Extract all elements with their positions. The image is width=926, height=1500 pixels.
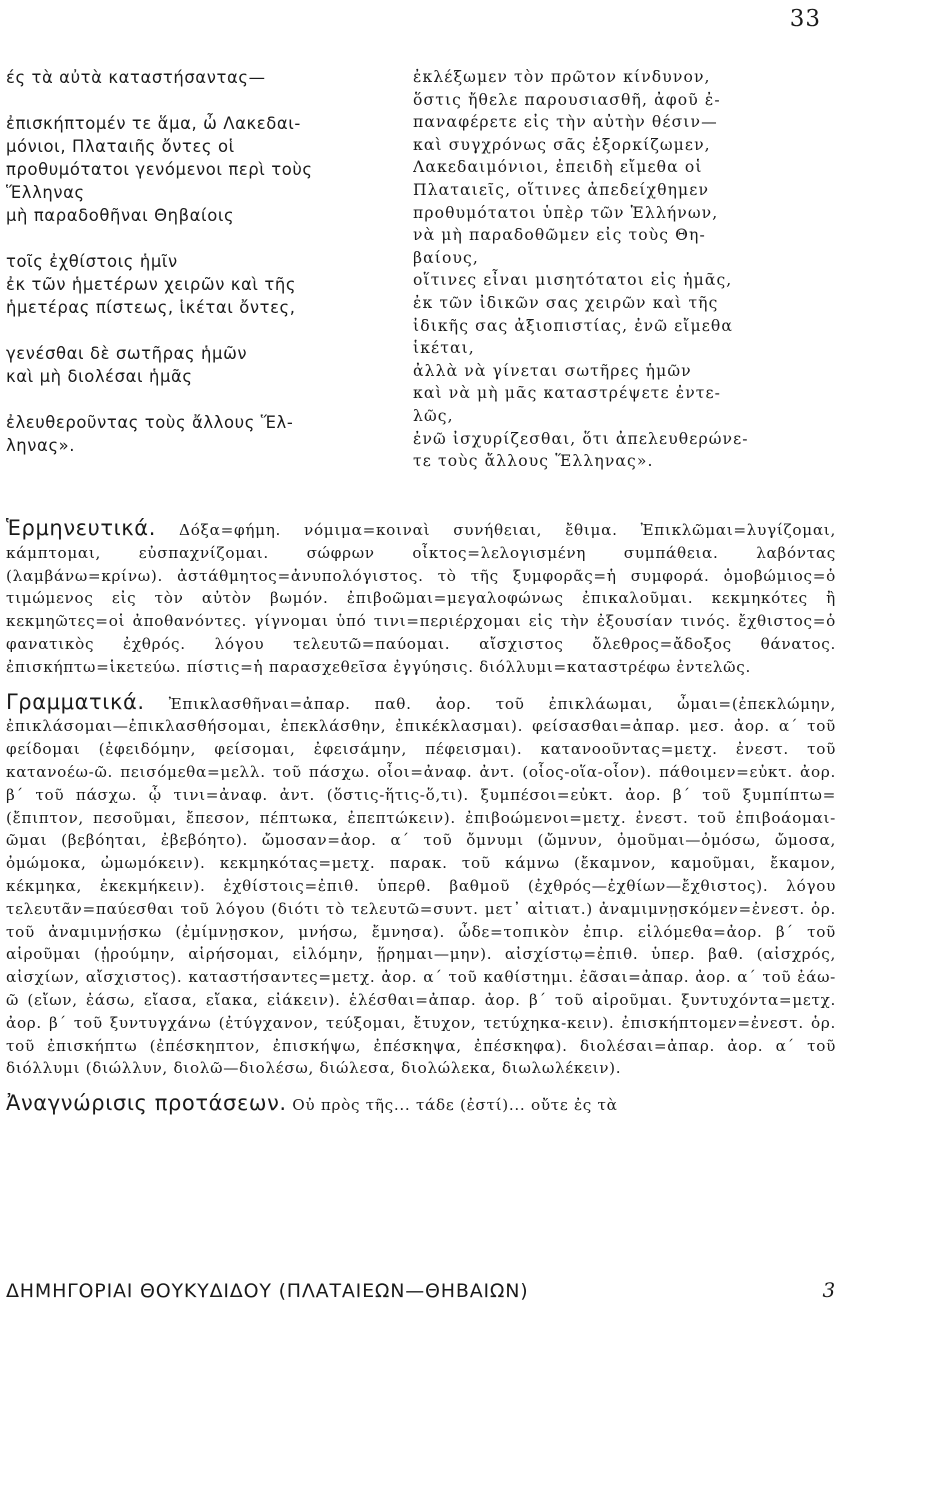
- grammatika-heading: Γραμματικά.: [6, 689, 145, 714]
- left-line: γενέσθαι δὲ σωτῆρας ἡμῶν: [6, 344, 248, 363]
- right-line: ἐκλέξωμεν τὸν πρῶτον κίνδυνον,: [413, 68, 711, 86]
- ancient-greek-column: [6, 66, 398, 473]
- page-footer: [6, 1278, 836, 1302]
- right-line: βαίους,: [413, 248, 479, 267]
- right-line: Πλαταιεῖς, οἵτινες ἀπεδείχθημεν: [413, 180, 710, 199]
- right-line: ἱκέται,: [413, 339, 475, 358]
- modern-translation-column: [413, 66, 836, 473]
- right-line: οἵτινες εἶναι μισητότατοι εἰς ἡμᾶς,: [413, 271, 733, 290]
- right-line: λῶς,: [413, 406, 454, 425]
- left-line: μόνιοι, Πλαταιῆς ὄντες οἱ: [6, 137, 235, 156]
- running-title: ΔΗΜΗΓΟΡΙΑΙ ΘΟΥΚΥΔΙΔΟΥ (ΠΛΑΤΑΙΕΩΝ—ΘΗΒΑΙΩΝ): [6, 1280, 529, 1302]
- hermeneutika-paragraph: [6, 517, 836, 679]
- left-line: ἐκ τῶν ἡμετέρων χειρῶν καὶ τῆς: [6, 275, 297, 294]
- grammatika-text: Ἐπικλασθῆναι=ἀπαρ. παθ. ἀορ. τοῦ ἐπικλάωμαι, ὦμαι=(ἐπεκλώμην, ἐπικλάσομαι—ἐπικλασθήσομαι, ἐπεκλάσθην, ἐπικέκλασμαι). φείσασθαι=ἀπαρ. μεσ. ἀορ. α΄ τοῦ φείδομαι (ἐφειδόμην, φείσομαι, ἐφεισάμην, πέφεισμαι). κατανοοῦντας=μετχ. ἐνεστ. τοῦ κατανοέω-ῶ. πεισόμεθα=μελλ. τοῦ πάσχω. οἷοι=ἀναφ. ἀντ. (οἷος-οἵα-οἷον). πάθοιμεν=εὐκτ. ἀορ. β΄ τοῦ πάσχω. ᾧ τινι=ἀναφ. ἀντ. (ὅστις-ἥτις-ὅ,τι). ξυμπέσοι=εὐκτ. ἀορ. β΄ τοῦ ξυμπίπτω=(ἔπιπτον, πεσοῦμαι, ἔπεσον, πέπτωκα, ἐπεπτώκειν). ἐπιβοώμενοι=μετχ. ἐνεστ. τοῦ ἐπιβοάομαι-ῶμαι (βεβόηται, ἐβεβόητο). ὤμοσαν=ἀορ. α΄ τοῦ ὄμνυμι (ὤμνυν, ὀμοῦμαι—ὀμόσω, ὤμοσα, ὀμώμοκα, ὠμωμόκειν). κεκμηκότας=μετχ. παρακ. τοῦ κάμνω (ἔκαμνον, καμοῦμαι, ἔκαμον, κέκμηκα, ἐκεκμήκειν). ἐχθίστοις=ἐπιθ. ὑπερθ. βαθμοῦ (ἐχθρός—ἐχθίων—ἔχθιστος). λόγου τελευτᾶν=παύεσθαι τοῦ λόγου (διότι τὸ τελευτῶ=συντ. μετ᾽ αἰτιατ.) ἀναμιμνῃσκόμεν=ἐνεστ. ὁρ. τοῦ ἀναμιμνῄσκω (ἐμίμνῃσκον, μνήσω, ἔμνησα). ὧδε=τοπικὸν ἐπιρ. εἱλόμεθα=ἀορ. β΄ τοῦ αἱροῦμαι (ᾑρούμην, αἱρήσομαι, εἱλόμην, ᾕρημαι—μην). αἰσχίστῳ=ἐπιθ. ὑπερ. βαθ. (αἰσχρός, αἰσχίων, αἴσχιστος). καταστήσαντες=μετχ. ἀορ. α΄ τοῦ καθίστημι. ἐᾶσαι=ἀπαρ. ἀορ. α΄ τοῦ ἐάω-ῶ (εἴων, ἐάσω, εἴασα, εἴακα, εἰάκειν). ἑλέσθαι=ἀπαρ. ἀορ. β΄ τοῦ αἱροῦμαι. ξυντυχόντα=μετχ. ἀορ. β΄ τοῦ ξυντυγχάνω (ἐτύγχανον, τεύξομαι, ἔτυχον, τετύχηκα-κειν). ἐπισκήπτομεν=ἐνεστ. ὁρ. τοῦ ἐπισκήπτω (ἐπέσκηπτον, ἐπισκήψω, ἐπέσκηψα, ἐπέσκηφα). διολέσαι=ἀπαρ. ἀορ. α΄ τοῦ διόλλυμι (διώλλυν, διολῶ—διολέσω, διώλεσα, διολώλεκα, διωλωλέκειν).: [6, 694, 836, 1078]
- left-gap: [6, 89, 398, 112]
- left-line: ἐλευθεροῦντας τοὺς ἄλλους Ἕλ-: [6, 413, 294, 432]
- anagnorisis-heading: Ἀναγνώρισις προτάσεων.: [6, 1091, 287, 1116]
- right-line: ἐνῶ ἰσχυρίζεσθαι, ὅτι ἀπελευθερώνε-: [413, 429, 749, 448]
- left-line: ληνας».: [6, 436, 76, 455]
- page-number: 33: [789, 6, 821, 32]
- left-line: ἐπισκήπτομέν τε ἅμα, ὦ Λακεδαι-: [6, 114, 301, 133]
- right-line: τε τοὺς ἄλλους Ἕλληνας».: [413, 452, 654, 471]
- right-line: νὰ μὴ παραδοθῶμεν εἰς τοὺς Θη-: [413, 226, 706, 245]
- right-line: ὅστις ἤθελε παρουσιασθῆ, ἀφοῦ ἐ-: [413, 90, 721, 109]
- notes-section: [6, 517, 836, 1129]
- left-line: ές τὰ αὐτὰ καταστήσαντας—: [6, 68, 266, 87]
- left-line: καὶ μὴ διολέσαι ἡμᾶς: [6, 367, 193, 386]
- anagnorisis-text: Οὐ πρὸς τῆς... τάδε (ἐστί)... οὔτε ἐς τὰ: [292, 1096, 618, 1115]
- right-line: παναφέρετε εἰς τὴν αὐτὴν θέσιν—: [413, 113, 718, 132]
- left-gap: [6, 319, 398, 342]
- left-line: τοῖς ἐχθίστοις ἡμῖν: [6, 252, 178, 271]
- right-line: ἀλλὰ νὰ γίνεται σωτῆρες ἡμῶν: [413, 361, 692, 380]
- right-line: προθυμότατοι ὑπὲρ τῶν Ἑλλήνων,: [413, 203, 719, 222]
- left-gap: [6, 227, 398, 250]
- right-line: Λακεδαιμόνιοι, ἐπειδὴ εἴμεθα οἱ: [413, 158, 703, 177]
- right-line: καὶ συγχρόνως σᾶς ἐξορκίζωμεν,: [413, 135, 711, 154]
- left-line: ἡμετέρας πίστεως, ἱκέται ὄντες,: [6, 298, 296, 317]
- left-line: προθυμότατοι γενόμενοι περὶ τοὺς: [6, 160, 313, 179]
- right-line: καὶ νὰ μὴ μᾶς καταστρέψετε ἐντε-: [413, 384, 722, 403]
- left-gap: [6, 388, 398, 411]
- parallel-text: [6, 66, 836, 473]
- hermeneutika-heading: Ἑρμηνευτικά.: [6, 516, 157, 540]
- left-line: Ἕλληνας: [6, 183, 85, 202]
- right-line: ἐκ τῶν ἰδικῶν σας χειρῶν καὶ τῆς: [413, 293, 719, 312]
- anagnorisis-paragraph: [6, 1092, 836, 1117]
- hermeneutika-text: Δόξα=φήμη. νόμιμα=κοιναὶ συνήθειαι, ἔθιμα. Ἐπικλῶμαι=λυγίζομαι, κάμπτομαι, εὐσπαχνίζομαι. σώφρων οἶκτος=λελογισμένη συμπάθεια. λαβόντας (λαμβάνω=κρίνω). ἀστάθμητος=ἀνυπολόγιστος. τὸ τῆς ξυμφορᾶς=ἡ συμφορά. ὁμοβώμιος=ὁ τιμώμενος εἰς τὸν αὐτὸν βωμόν. ἐπιβοῶμαι=μεγαλοφώνως ἐπικαλοῦμαι. κεκμηκότες ἢ κεκμηῶτες=οἱ ἀποθανόντες. γίγνομαι ὑπό τινι=περιέρχομαι εἰς τὴν ἐξουσίαν τινός. ἔχθιστος=ὁ φανατικὸς ἐχθρός. λόγου τελευτῶ=παύομαι. αἴσχιστος ὄλεθρος=ἄδοξος θάνατος. ἐπισκήπτω=ἱκετεύω. πίστις=ἡ παρασχεθεῖσα ἐγγύησις. διόλλυμι=καταστρέφω ἐντελῶς.: [6, 521, 836, 676]
- right-line: ἰδικῆς σας ἀξιοπιστίας, ἐνῶ εἴμεθα: [413, 316, 734, 335]
- grammatika-paragraph: [6, 691, 836, 1081]
- signature-mark: 3: [822, 1278, 836, 1302]
- left-line: μὴ παραδοθῆναι Θηβαίοις: [6, 206, 235, 225]
